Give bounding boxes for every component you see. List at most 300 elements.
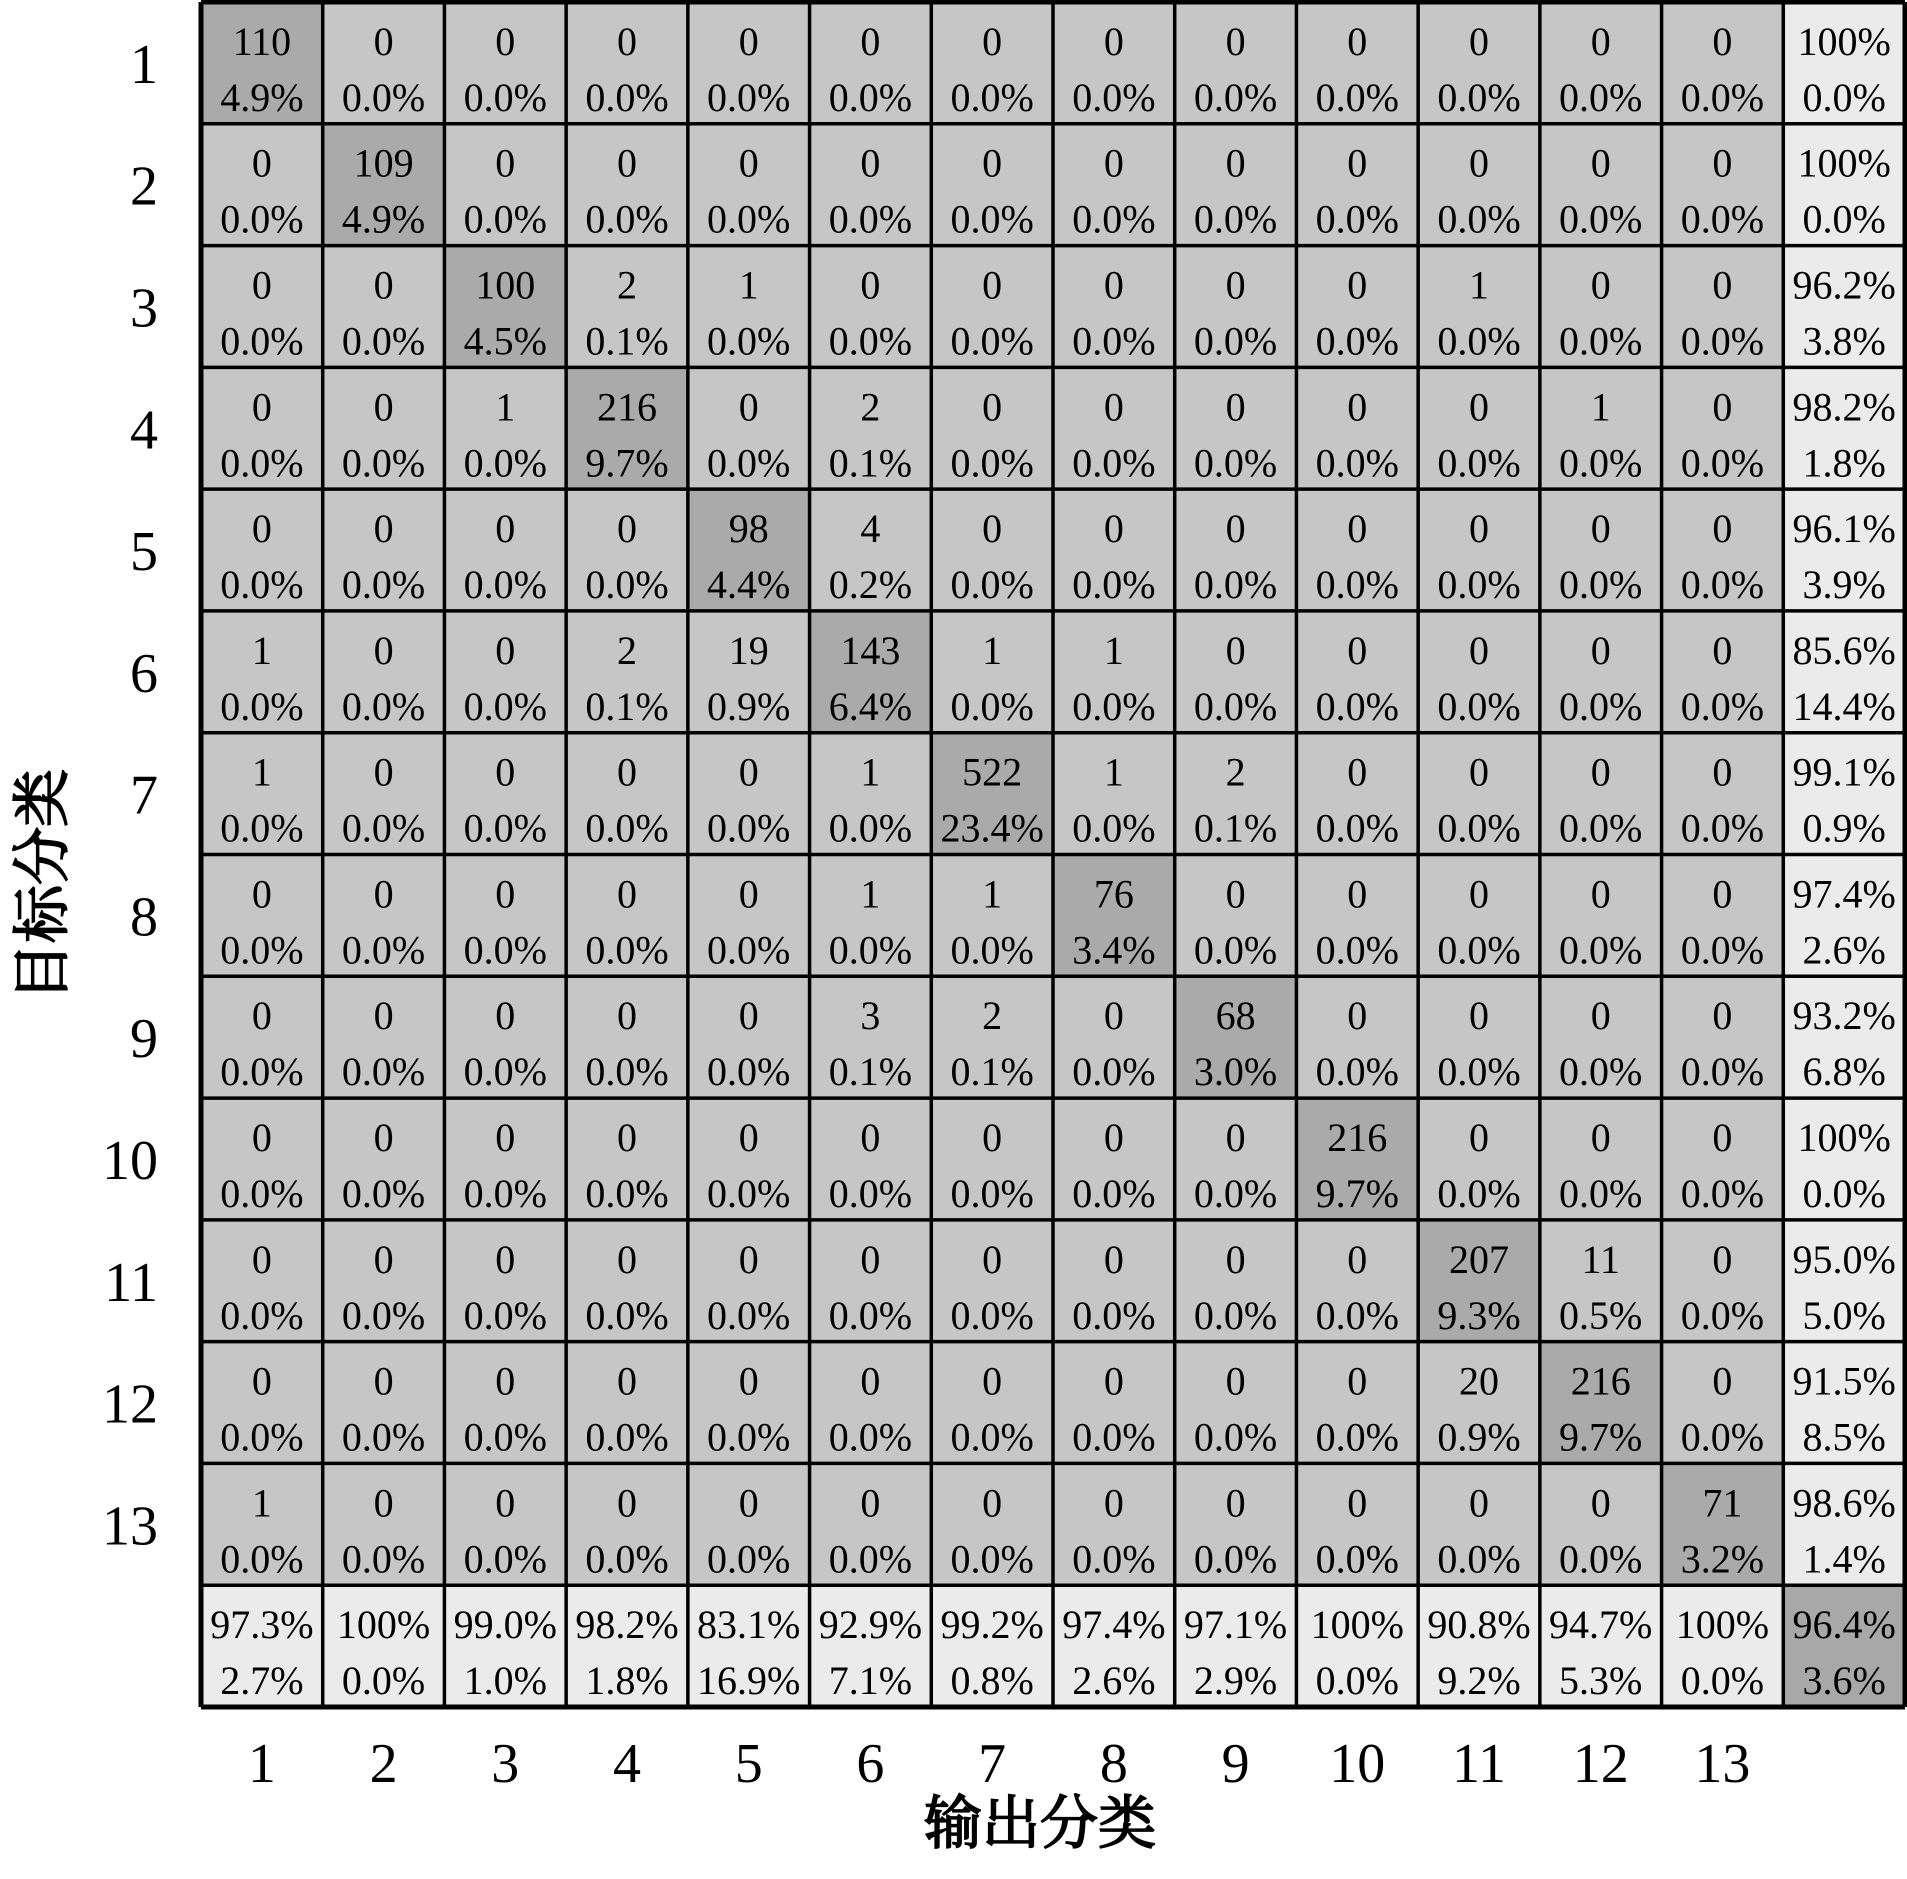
cell-r12-c6-count: 0 xyxy=(860,1358,881,1404)
cell-r7-c1-count: 1 xyxy=(251,749,272,795)
cell-r5-c13-count: 0 xyxy=(1712,506,1733,552)
cell-r1-c9-count: 0 xyxy=(1225,18,1246,64)
cell-r8-c2-percent: 0.0% xyxy=(341,927,426,973)
cell-r3-c10-count: 0 xyxy=(1347,262,1368,308)
cell-r9-c4-count: 0 xyxy=(617,993,637,1039)
cell-r8-c12-count: 0 xyxy=(1590,871,1611,917)
cell-r10-c1-percent: 0.0% xyxy=(220,1170,304,1216)
cell-r3-c6-percent: 0.0% xyxy=(828,318,913,364)
cell-r6-c12-percent: 0.0% xyxy=(1559,683,1643,729)
cell-r12-c13-count: 0 xyxy=(1712,1358,1733,1404)
x-tick-label: 9 xyxy=(1221,1733,1250,1795)
y-tick-label: 1 xyxy=(130,33,158,96)
cell-r8-c4-percent: 0.0% xyxy=(585,927,669,973)
cell-r10-c5-count: 0 xyxy=(738,1114,759,1160)
cell-r10-c8-count: 0 xyxy=(1103,1114,1124,1160)
cell-r4-c8-count: 0 xyxy=(1103,384,1124,430)
cell-r2-c7-count: 0 xyxy=(982,140,1003,186)
cell-r11-c4-count: 0 xyxy=(617,1236,637,1282)
cell-r9-c2-count: 0 xyxy=(373,993,394,1039)
cell-r3-c9-percent: 0.0% xyxy=(1193,318,1278,364)
cell-r1-c2-count: 0 xyxy=(373,18,394,64)
cell-r8-c4-count: 0 xyxy=(617,871,637,917)
cell-r10-c8-percent: 0.0% xyxy=(1072,1170,1156,1216)
row-summary-2-count: 100% xyxy=(1797,140,1891,186)
column-summary-11-count: 90.8% xyxy=(1427,1602,1531,1648)
cell-r5-c10-count: 0 xyxy=(1347,506,1368,552)
cell-r10-c11-count: 0 xyxy=(1469,1114,1489,1160)
cell-r5-c7-count: 0 xyxy=(982,506,1003,552)
cell-r10-c2-percent: 0.0% xyxy=(341,1170,426,1216)
cell-r11-c5-percent: 0.0% xyxy=(707,1292,791,1338)
cell-r9-c8-percent: 0.0% xyxy=(1072,1049,1156,1095)
cell-r8-c3-count: 0 xyxy=(495,871,516,917)
cell-r5-c7-percent: 0.0% xyxy=(950,562,1034,608)
cell-r12-c11-count: 20 xyxy=(1459,1358,1499,1404)
cell-r4-c5-percent: 0.0% xyxy=(707,440,791,486)
cell-r7-c9-percent: 0.1% xyxy=(1193,805,1278,851)
column-summary-6-percent: 7.1% xyxy=(828,1658,913,1704)
cell-r5-c6-count: 4 xyxy=(860,506,881,552)
cell-r4-c12-percent: 0.0% xyxy=(1559,440,1643,486)
cell-r9-c2-percent: 0.0% xyxy=(341,1049,426,1095)
cell-r12-c12-count: 216 xyxy=(1570,1358,1631,1404)
cell-r10-c12-count: 0 xyxy=(1590,1114,1611,1160)
cell-r9-c5-count: 0 xyxy=(738,993,759,1039)
cell-r10-c3-count: 0 xyxy=(495,1114,516,1160)
cell-r9-c11-count: 0 xyxy=(1469,993,1489,1039)
cell-r13-c4-count: 0 xyxy=(617,1480,637,1526)
cell-r8-c7-count: 1 xyxy=(982,871,1003,917)
cell-r6-c3-count: 0 xyxy=(495,627,516,673)
row-summary-2-percent: 0.0% xyxy=(1802,196,1886,242)
cell-r7-c8-percent: 0.0% xyxy=(1072,805,1156,851)
cell-r6-c3-percent: 0.0% xyxy=(463,683,547,729)
cell-r10-c12-percent: 0.0% xyxy=(1559,1170,1643,1216)
cell-r1-c3-percent: 0.0% xyxy=(463,74,547,120)
cell-r12-c2-percent: 0.0% xyxy=(341,1414,426,1460)
cell-r4-c10-count: 0 xyxy=(1347,384,1368,430)
row-summary-13-percent: 1.4% xyxy=(1802,1536,1886,1582)
cell-r4-c10-percent: 0.0% xyxy=(1315,440,1399,486)
cell-r8-c7-percent: 0.0% xyxy=(950,927,1034,973)
cell-r1-c1-count: 110 xyxy=(232,18,292,64)
cell-r9-c3-percent: 0.0% xyxy=(463,1049,547,1095)
column-summary-7-count: 99.2% xyxy=(940,1602,1044,1648)
cell-r11-c8-percent: 0.0% xyxy=(1072,1292,1156,1338)
cell-r6-c8-percent: 0.0% xyxy=(1072,683,1156,729)
cell-r5-c9-count: 0 xyxy=(1225,506,1246,552)
cell-r5-c5-percent: 4.4% xyxy=(707,562,791,608)
cell-r12-c3-percent: 0.0% xyxy=(463,1414,547,1460)
cell-r5-c1-percent: 0.0% xyxy=(220,562,304,608)
cell-r12-c1-percent: 0.0% xyxy=(220,1414,304,1460)
cell-r12-c6-percent: 0.0% xyxy=(828,1414,913,1460)
cell-r10-c9-percent: 0.0% xyxy=(1193,1170,1278,1216)
cell-r7-c11-count: 0 xyxy=(1469,749,1489,795)
cell-r12-c8-count: 0 xyxy=(1103,1358,1124,1404)
y-tick-label: 9 xyxy=(130,1008,158,1071)
cell-r6-c7-percent: 0.0% xyxy=(950,683,1034,729)
cell-r13-c4-percent: 0.0% xyxy=(585,1536,669,1582)
cell-r9-c8-count: 0 xyxy=(1103,993,1124,1039)
cell-r13-c10-percent: 0.0% xyxy=(1315,1536,1399,1582)
x-tick-label: 3 xyxy=(491,1733,520,1795)
row-summary-4-count: 98.2% xyxy=(1792,384,1896,430)
cell-r4-c9-count: 0 xyxy=(1225,384,1246,430)
cell-r8-c8-percent: 3.4% xyxy=(1072,927,1156,973)
row-summary-13-count: 98.6% xyxy=(1792,1480,1896,1526)
y-tick-label: 10 xyxy=(102,1129,158,1192)
cell-r6-c9-percent: 0.0% xyxy=(1193,683,1278,729)
row-summary-5-count: 96.1% xyxy=(1792,506,1896,552)
row-summary-10-percent: 0.0% xyxy=(1802,1170,1886,1216)
cell-r7-c10-percent: 0.0% xyxy=(1315,805,1399,851)
cell-r13-c6-percent: 0.0% xyxy=(828,1536,913,1582)
x-tick-label: 4 xyxy=(613,1733,641,1795)
cell-r12-c10-percent: 0.0% xyxy=(1315,1414,1399,1460)
cell-r6-c13-count: 0 xyxy=(1712,627,1733,673)
cell-r6-c2-percent: 0.0% xyxy=(341,683,426,729)
cell-r9-c6-count: 3 xyxy=(860,993,881,1039)
column-summary-2-count: 100% xyxy=(336,1602,431,1648)
cell-r5-c11-percent: 0.0% xyxy=(1437,562,1521,608)
cell-r6-c10-percent: 0.0% xyxy=(1315,683,1399,729)
cell-r10-c7-percent: 0.0% xyxy=(950,1170,1034,1216)
cell-r7-c2-count: 0 xyxy=(373,749,394,795)
column-summary-7-percent: 0.8% xyxy=(950,1658,1034,1704)
cell-r2-c5-count: 0 xyxy=(738,140,759,186)
cell-r6-c5-count: 19 xyxy=(728,627,769,673)
cell-r6-c1-percent: 0.0% xyxy=(220,683,304,729)
x-tick-label: 12 xyxy=(1572,1733,1629,1795)
cell-r9-c9-percent: 3.0% xyxy=(1193,1049,1278,1095)
cell-r3-c3-count: 100 xyxy=(475,262,536,308)
cell-r3-c13-percent: 0.0% xyxy=(1680,318,1765,364)
cell-r7-c1-percent: 0.0% xyxy=(220,805,304,851)
cell-r1-c10-count: 0 xyxy=(1347,18,1368,64)
cell-r10-c3-percent: 0.0% xyxy=(463,1170,547,1216)
row-summary-11-count: 95.0% xyxy=(1792,1236,1896,1282)
cell-r13-c13-percent: 3.2% xyxy=(1680,1536,1765,1582)
cell-r8-c9-percent: 0.0% xyxy=(1193,927,1278,973)
cell-r4-c5-count: 0 xyxy=(738,384,759,430)
cell-r2-c9-percent: 0.0% xyxy=(1193,196,1278,242)
column-summary-3-percent: 1.0% xyxy=(463,1658,547,1704)
y-tick-label: 5 xyxy=(130,521,158,584)
cell-r13-c11-count: 0 xyxy=(1469,1480,1489,1526)
cell-r8-c6-count: 1 xyxy=(860,871,881,917)
cell-r11-c11-count: 207 xyxy=(1449,1236,1509,1282)
row-summary-5-percent: 3.9% xyxy=(1802,562,1886,608)
cell-r2-c5-percent: 0.0% xyxy=(707,196,791,242)
cell-r3-c2-count: 0 xyxy=(373,262,394,308)
cell-r5-c13-percent: 0.0% xyxy=(1680,562,1765,608)
cell-r13-c2-percent: 0.0% xyxy=(341,1536,426,1582)
cell-r1-c11-count: 0 xyxy=(1469,18,1489,64)
cell-r12-c10-count: 0 xyxy=(1347,1358,1368,1404)
cell-r1-c8-count: 0 xyxy=(1103,18,1124,64)
cell-r13-c11-percent: 0.0% xyxy=(1437,1536,1521,1582)
cell-r13-c12-percent: 0.0% xyxy=(1559,1536,1643,1582)
cell-r3-c7-percent: 0.0% xyxy=(950,318,1034,364)
column-summary-12-count: 94.7% xyxy=(1549,1602,1653,1648)
cell-r12-c1-count: 0 xyxy=(251,1358,272,1404)
column-summary-1-percent: 2.7% xyxy=(220,1658,304,1704)
cell-r3-c9-count: 0 xyxy=(1225,262,1246,308)
overall-summary-count: 96.4% xyxy=(1792,1602,1896,1648)
y-tick-label: 3 xyxy=(130,277,158,340)
cell-r8-c9-count: 0 xyxy=(1225,871,1246,917)
cell-r8-c1-count: 0 xyxy=(251,871,272,917)
cell-r1-c5-count: 0 xyxy=(738,18,759,64)
cell-r5-c10-percent: 0.0% xyxy=(1315,562,1399,608)
cell-r11-c13-count: 0 xyxy=(1712,1236,1733,1282)
cell-r6-c1-count: 1 xyxy=(251,627,272,673)
cell-r4-c6-count: 2 xyxy=(860,384,881,430)
cell-r12-c5-count: 0 xyxy=(738,1358,759,1404)
cell-r9-c12-count: 0 xyxy=(1590,993,1611,1039)
cell-r4-c7-percent: 0.0% xyxy=(950,440,1034,486)
cell-r5-c11-count: 0 xyxy=(1469,506,1489,552)
cell-r4-c4-percent: 9.7% xyxy=(585,440,669,486)
cell-r3-c11-percent: 0.0% xyxy=(1437,318,1521,364)
cell-r4-c11-percent: 0.0% xyxy=(1437,440,1521,486)
cell-r2-c8-count: 0 xyxy=(1103,140,1124,186)
cell-r7-c12-percent: 0.0% xyxy=(1559,805,1643,851)
cell-r11-c2-percent: 0.0% xyxy=(341,1292,426,1338)
column-summary-2-percent: 0.0% xyxy=(341,1658,426,1704)
cell-r4-c6-percent: 0.1% xyxy=(828,440,913,486)
cell-r6-c4-count: 2 xyxy=(617,627,637,673)
cell-r11-c4-percent: 0.0% xyxy=(585,1292,669,1338)
cell-r3-c4-count: 2 xyxy=(617,262,637,308)
cell-r2-c10-count: 0 xyxy=(1347,140,1368,186)
cell-r2-c13-count: 0 xyxy=(1712,140,1733,186)
cell-r2-c11-percent: 0.0% xyxy=(1437,196,1521,242)
cell-r9-c1-percent: 0.0% xyxy=(220,1049,304,1095)
x-tick-label: 5 xyxy=(734,1733,763,1795)
cell-r6-c8-count: 1 xyxy=(1103,627,1124,673)
row-summary-8-percent: 2.6% xyxy=(1802,927,1886,973)
y-tick-label: 7 xyxy=(130,764,158,827)
cell-r7-c7-count: 522 xyxy=(962,749,1023,795)
cell-r11-c6-count: 0 xyxy=(860,1236,881,1282)
cell-r7-c3-percent: 0.0% xyxy=(463,805,547,851)
cell-r4-c13-percent: 0.0% xyxy=(1680,440,1765,486)
cell-r3-c4-percent: 0.1% xyxy=(585,318,669,364)
cell-r8-c6-percent: 0.0% xyxy=(828,927,913,973)
cell-r4-c13-count: 0 xyxy=(1712,384,1733,430)
cell-r13-c10-count: 0 xyxy=(1347,1480,1368,1526)
cell-r1-c6-percent: 0.0% xyxy=(828,74,913,120)
x-tick-label: 6 xyxy=(856,1733,885,1795)
cell-r13-c12-count: 0 xyxy=(1590,1480,1611,1526)
row-summary-6-count: 85.6% xyxy=(1792,627,1896,673)
x-tick-label: 13 xyxy=(1694,1733,1751,1795)
x-tick-label: 1 xyxy=(247,1733,276,1795)
cell-r13-c5-percent: 0.0% xyxy=(707,1536,791,1582)
y-tick-label: 6 xyxy=(130,642,158,705)
cell-r4-c4-count: 216 xyxy=(597,384,657,430)
x-tick-label: 8 xyxy=(1099,1733,1128,1795)
cell-r7-c2-percent: 0.0% xyxy=(341,805,426,851)
row-summary-8-count: 97.4% xyxy=(1792,871,1896,917)
cell-r11-c1-percent: 0.0% xyxy=(220,1292,304,1338)
cell-r2-c12-count: 0 xyxy=(1590,140,1611,186)
cell-r1-c3-count: 0 xyxy=(495,18,516,64)
cell-r4-c3-percent: 0.0% xyxy=(463,440,547,486)
cell-r8-c12-percent: 0.0% xyxy=(1559,927,1643,973)
column-summary-9-percent: 2.9% xyxy=(1193,1658,1278,1704)
cell-r11-c9-percent: 0.0% xyxy=(1193,1292,1278,1338)
cell-r9-c9-count: 68 xyxy=(1215,993,1256,1039)
column-summary-10-percent: 0.0% xyxy=(1315,1658,1399,1704)
cell-r2-c6-percent: 0.0% xyxy=(828,196,913,242)
cell-r7-c6-count: 1 xyxy=(860,749,881,795)
cell-r10-c6-percent: 0.0% xyxy=(828,1170,913,1216)
cell-r1-c6-count: 0 xyxy=(860,18,881,64)
row-summary-10-count: 100% xyxy=(1797,1114,1891,1160)
cell-r9-c13-count: 0 xyxy=(1712,993,1733,1039)
cell-r2-c1-percent: 0.0% xyxy=(220,196,304,242)
row-summary-3-count: 96.2% xyxy=(1792,262,1896,308)
cell-r13-c2-count: 0 xyxy=(373,1480,394,1526)
x-tick-label: 10 xyxy=(1329,1733,1386,1795)
cell-r7-c7-percent: 23.4% xyxy=(940,805,1044,851)
y-tick-label: 13 xyxy=(102,1495,158,1558)
cell-r3-c1-count: 0 xyxy=(251,262,272,308)
cell-r9-c11-percent: 0.0% xyxy=(1437,1049,1521,1095)
cell-r10-c2-count: 0 xyxy=(373,1114,394,1160)
cell-r9-c5-percent: 0.0% xyxy=(707,1049,791,1095)
cell-r2-c4-percent: 0.0% xyxy=(585,196,669,242)
cell-r5-c6-percent: 0.2% xyxy=(828,562,913,608)
cell-r8-c8-count: 76 xyxy=(1093,871,1134,917)
cell-r7-c10-count: 0 xyxy=(1347,749,1368,795)
y-tick-label: 11 xyxy=(104,1251,158,1314)
cell-r7-c5-count: 0 xyxy=(738,749,759,795)
cell-r6-c11-percent: 0.0% xyxy=(1437,683,1521,729)
cell-r6-c10-count: 0 xyxy=(1347,627,1368,673)
cell-r9-c4-percent: 0.0% xyxy=(585,1049,669,1095)
cell-r13-c6-count: 0 xyxy=(860,1480,881,1526)
column-summary-9-count: 97.1% xyxy=(1183,1602,1288,1648)
cell-r11-c5-count: 0 xyxy=(738,1236,759,1282)
cell-r4-c7-count: 0 xyxy=(982,384,1003,430)
cell-r2-c12-percent: 0.0% xyxy=(1559,196,1643,242)
row-summary-11-percent: 5.0% xyxy=(1802,1292,1886,1338)
cell-r3-c5-percent: 0.0% xyxy=(707,318,791,364)
cell-r3-c11-count: 1 xyxy=(1469,262,1489,308)
cell-r8-c2-count: 0 xyxy=(373,871,394,917)
column-summary-8-count: 97.4% xyxy=(1062,1602,1166,1648)
cell-r7-c4-count: 0 xyxy=(617,749,637,795)
cell-r8-c3-percent: 0.0% xyxy=(463,927,547,973)
cell-r6-c6-percent: 6.4% xyxy=(828,683,913,729)
cell-r1-c4-count: 0 xyxy=(617,18,637,64)
cell-r12-c5-percent: 0.0% xyxy=(707,1414,791,1460)
cell-r2-c9-count: 0 xyxy=(1225,140,1246,186)
cell-r1-c1-percent: 4.9% xyxy=(220,74,304,120)
cell-r13-c3-count: 0 xyxy=(495,1480,516,1526)
cell-r6-c4-percent: 0.1% xyxy=(585,683,669,729)
cell-r7-c13-count: 0 xyxy=(1712,749,1733,795)
cell-r5-c3-count: 0 xyxy=(495,506,516,552)
cell-r2-c3-count: 0 xyxy=(495,140,516,186)
column-summary-4-percent: 1.8% xyxy=(585,1658,669,1704)
cell-r8-c11-count: 0 xyxy=(1469,871,1489,917)
cell-r7-c5-percent: 0.0% xyxy=(707,805,791,851)
row-summary-12-percent: 8.5% xyxy=(1802,1414,1886,1460)
cell-r10-c5-percent: 0.0% xyxy=(707,1170,791,1216)
cell-r9-c6-percent: 0.1% xyxy=(828,1049,913,1095)
cell-r10-c10-count: 216 xyxy=(1327,1114,1388,1160)
cell-r8-c1-percent: 0.0% xyxy=(220,927,304,973)
cell-r2-c3-percent: 0.0% xyxy=(463,196,547,242)
x-tick-label: 11 xyxy=(1452,1733,1506,1795)
cell-r12-c2-count: 0 xyxy=(373,1358,394,1404)
cell-r2-c7-percent: 0.0% xyxy=(950,196,1034,242)
cell-r10-c13-percent: 0.0% xyxy=(1680,1170,1765,1216)
cell-r6-c9-count: 0 xyxy=(1225,627,1246,673)
cell-r11-c11-percent: 9.3% xyxy=(1437,1292,1521,1338)
cell-r12-c7-count: 0 xyxy=(982,1358,1003,1404)
cell-r5-c8-percent: 0.0% xyxy=(1072,562,1156,608)
cell-r11-c3-percent: 0.0% xyxy=(463,1292,547,1338)
cell-r2-c8-percent: 0.0% xyxy=(1072,196,1156,242)
column-summary-12-percent: 5.3% xyxy=(1559,1658,1643,1704)
cell-r5-c4-percent: 0.0% xyxy=(585,562,669,608)
cell-r11-c12-count: 11 xyxy=(1581,1236,1620,1282)
cell-r10-c1-count: 0 xyxy=(251,1114,272,1160)
row-summary-6-percent: 14.4% xyxy=(1792,683,1896,729)
cell-r9-c7-percent: 0.1% xyxy=(950,1049,1034,1095)
cell-r7-c8-count: 1 xyxy=(1103,749,1124,795)
cell-r10-c11-percent: 0.0% xyxy=(1437,1170,1521,1216)
cell-r12-c8-percent: 0.0% xyxy=(1072,1414,1156,1460)
cell-r1-c7-percent: 0.0% xyxy=(950,74,1034,120)
cell-r6-c13-percent: 0.0% xyxy=(1680,683,1765,729)
cell-r6-c11-count: 0 xyxy=(1469,627,1489,673)
column-summary-3-count: 99.0% xyxy=(453,1602,557,1648)
row-summary-9-count: 93.2% xyxy=(1792,993,1896,1039)
cell-r5-c3-percent: 0.0% xyxy=(463,562,547,608)
cell-r2-c13-percent: 0.0% xyxy=(1680,196,1765,242)
cell-r11-c7-percent: 0.0% xyxy=(950,1292,1034,1338)
cell-r9-c13-percent: 0.0% xyxy=(1680,1049,1765,1095)
cell-r3-c8-count: 0 xyxy=(1103,262,1124,308)
cell-r12-c13-percent: 0.0% xyxy=(1680,1414,1765,1460)
row-summary-12-count: 91.5% xyxy=(1792,1358,1896,1404)
x-tick-label: 2 xyxy=(369,1733,398,1795)
cell-r6-c5-percent: 0.9% xyxy=(707,683,791,729)
column-summary-4-count: 98.2% xyxy=(575,1602,679,1648)
cell-r11-c6-percent: 0.0% xyxy=(828,1292,913,1338)
cell-r13-c8-percent: 0.0% xyxy=(1072,1536,1156,1582)
y-tick-label: 2 xyxy=(130,155,158,218)
column-summary-8-percent: 2.6% xyxy=(1072,1658,1156,1704)
cell-r12-c9-percent: 0.0% xyxy=(1193,1414,1278,1460)
column-summary-5-percent: 16.9% xyxy=(697,1658,801,1704)
cell-r2-c2-count: 109 xyxy=(353,140,414,186)
cell-r6-c7-count: 1 xyxy=(982,627,1003,673)
column-summary-11-percent: 9.2% xyxy=(1437,1658,1521,1704)
cell-r3-c3-percent: 4.5% xyxy=(463,318,547,364)
cell-r11-c7-count: 0 xyxy=(982,1236,1003,1282)
y-tick-label: 8 xyxy=(130,886,158,949)
cell-r5-c2-percent: 0.0% xyxy=(341,562,426,608)
